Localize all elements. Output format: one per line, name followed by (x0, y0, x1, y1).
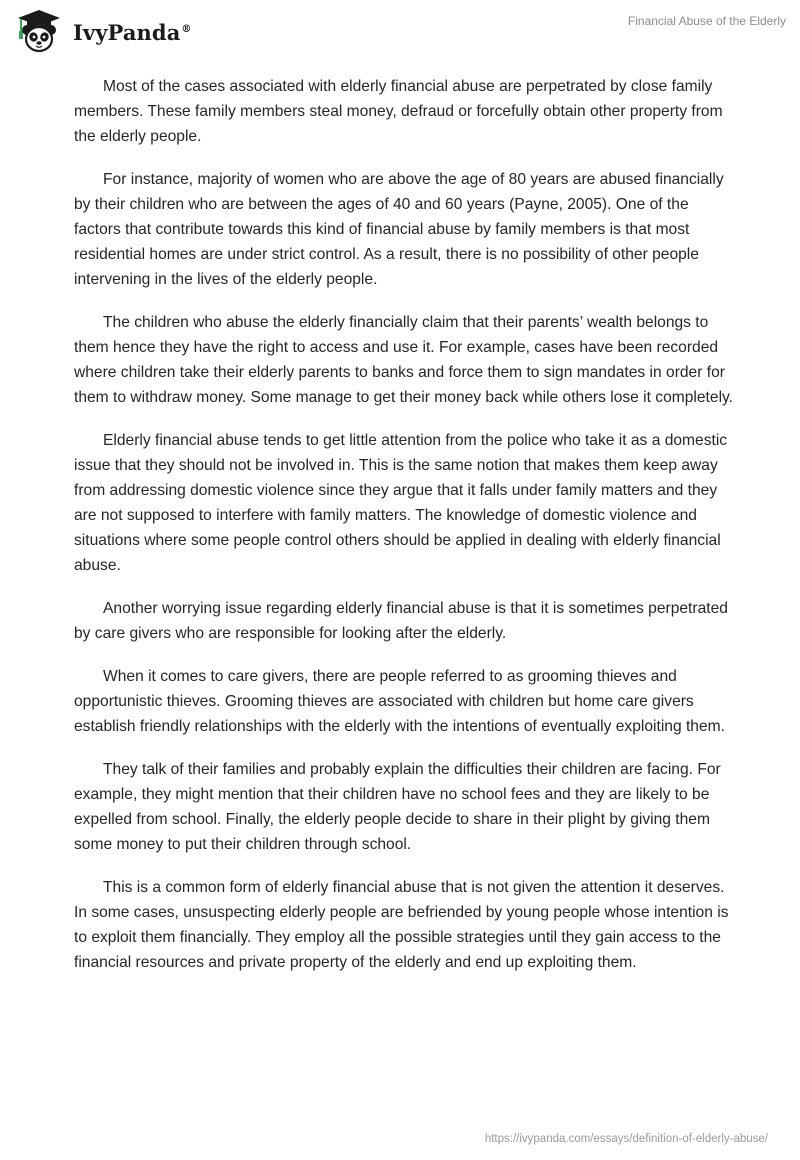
paragraph: Another worrying issue regarding elderly financial abuse is that it is sometimes perpetrated by care givers who are responsible for looking after the elderly. (74, 600, 728, 642)
paragraph: Most of the cases associated with elderly financial abuse are perpetrated by close family members. These family members steal money, defraud or forcefully obtain other property from the elderly people. (74, 78, 723, 145)
paragraph: This is a common form of elderly financial abuse that is not given the attention it deserves. In some cases, unsuspecting elderly people are befriended by young people whose intention is to exploit them financially. They employ all the possible strategies until they gain access to the financial resources and private property of the elderly and end up exploiting them. (74, 879, 729, 971)
paragraph: The children who abuse the elderly financially claim that their parents’ wealth belongs to them hence they have the right to access and use it. For example, cases have been recorded where children take their elderly parents to banks and force them to sign mandates in order for them to withdraw money. Some manage to get their money back while others lose it completely. (74, 314, 734, 406)
paragraph: They talk of their families and probably explain the difficulties their children are facing. For example, they might mention that their children have no school fees and they are likely to be expelled from school. Finally, the elderly people decide to share in their plight by giving them some money to put their children through school. (74, 761, 721, 853)
source-url[interactable]: https://ivypanda.com/essays/definition-of-elderly-abuse/ (484, 1133, 768, 1145)
page-header (14, 8, 786, 56)
paragraph: For instance, majority of women who are above the age of 80 years are abused financially by their children who are between the ages of 40 and 60 years (Payne, 2005). One of the factors that contribute towards this kind of financial abuse by family members is that most residential homes are under strict control. As a result, there is no possibility of other people intervening in the lives of the elderly people. (74, 171, 724, 288)
brand-name: IvyPanda® (73, 19, 192, 45)
essay-body (74, 74, 734, 993)
paragraph: Elderly financial abuse tends to get little attention from the police who take it as a domestic issue that they should not be involved in. This is the same notion that makes them keep away from addressing domestic violence since they argue that it falls under family matters and they are not supposed to interfere with family matters. The knowledge of domestic violence and situations where some people control others should be applied in dealing with elderly financial abuse. (74, 432, 728, 574)
document-title: Financial Abuse of the Elderly (627, 14, 786, 28)
panda-graduate-icon (14, 8, 64, 54)
paragraph: When it comes to care givers, there are people referred to as grooming thieves and opportunistic thieves. Grooming thieves are associated with children but home care givers establish friendly relationships with the elderly with the intentions of eventually exploiting them. (74, 668, 725, 735)
logo[interactable] (14, 8, 192, 54)
